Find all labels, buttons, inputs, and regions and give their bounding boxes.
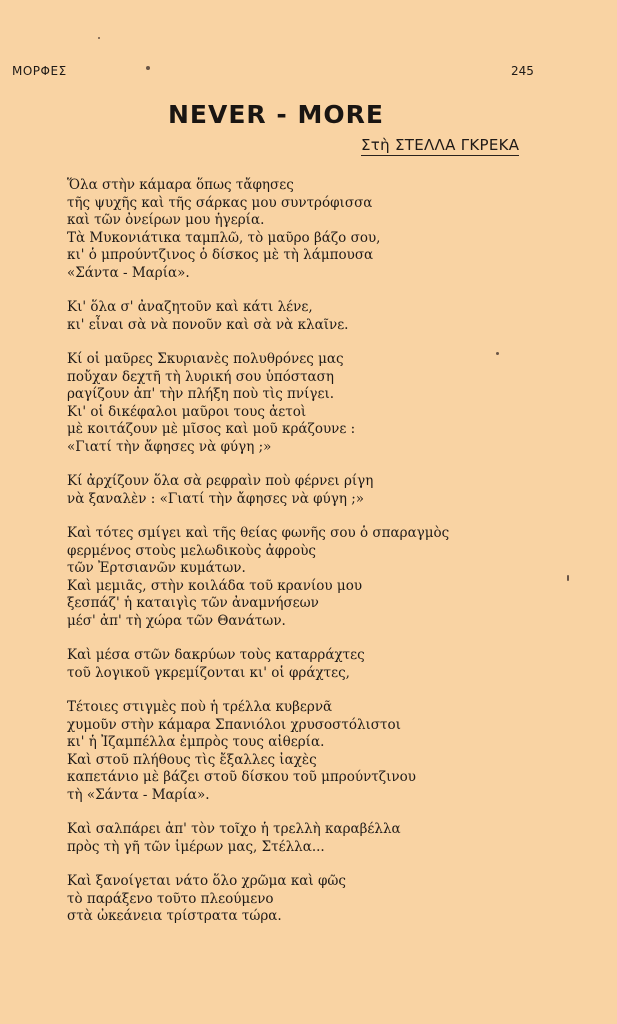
- poem-line: χυμοῦν στὴν κάμαρα Σπανιόλοι χρυσοστόλιστοι: [67, 716, 401, 733]
- paper-speck: [146, 66, 150, 70]
- poem-line: Τὰ Μυκονιάτικα ταμπλῶ, τὸ μαῦρο βάζο σου,: [67, 229, 381, 246]
- poem-line: Κι' ὅλα σ' ἀναζητοῦν καὶ κάτι λένε,: [67, 299, 313, 315]
- poem-line: τὸ παράξενο τοῦτο πλεούμενο: [67, 890, 274, 907]
- poem-line: Καὶ μέσα στῶν δακρύων τοὺς καταρράχτες: [67, 647, 365, 663]
- page-number: 245: [511, 64, 534, 78]
- poem-line: Καὶ σαλπάρει ἀπ' τὸν τοῖχο ἡ τρελλὴ καραβέλλα: [67, 821, 401, 837]
- stanza: [67, 525, 607, 630]
- poem-line: καπετάνιο μὲ βάζει στοῦ δίσκου τοῦ μπρούντζινου: [67, 769, 416, 785]
- stanza: [67, 821, 607, 856]
- poem-line: Καὶ μεμιᾶς, στὴν κοιλάδα τοῦ κρανίου μου: [67, 577, 363, 594]
- poem-line: κι' ἡ Ἰζαμπέλλα ἐμπρὸς τους αἰθερία.: [67, 734, 325, 750]
- poem-line: νὰ ξαναλὲν : «Γιατί τὴν ἄφησες νὰ φύγη ;»: [67, 490, 365, 507]
- stanza: [67, 473, 607, 508]
- poem-line: τοῦ λογικοῦ γκρεμίζονται κι' οἱ φράχτες,: [67, 664, 350, 681]
- journal-name: ΜΟΡΦΕΣ: [12, 64, 67, 78]
- poem-line: μὲ κοιτάζουν μὲ μῖσος καὶ μοῦ κράζουνε :: [67, 421, 356, 437]
- poem-line: φερμένος στοὺς μελωδικοὺς ἀφροὺς: [67, 542, 316, 559]
- poem-line: Καὶ στοῦ πλήθους τὶς ἔξαλλες ἰαχὲς: [67, 751, 317, 768]
- poem-body: [67, 177, 607, 943]
- stanza: [67, 699, 607, 804]
- paper-speck: [496, 352, 499, 355]
- poem-line: τὴ «Σάντα - Μαρία».: [67, 786, 210, 803]
- poem-line: «Γιατί τὴν ἄφησες νὰ φύγη ;»: [67, 438, 272, 455]
- poem-line: μέσ' ἀπ' τὴ χώρα τῶν Θανάτων.: [67, 612, 286, 629]
- stanza: [67, 177, 607, 282]
- poem-line: Καὶ ξανοίγεται νάτο ὅλο χρῶμα καὶ φῶς: [67, 873, 346, 889]
- poem-line: ραγίζουν ἀπ' τὴν πλήξη ποὺ τὶς πνίγει.: [67, 386, 335, 402]
- poem-line: ποὔχαν δεχτῆ τὴ λυρική σου ὑπόσταση: [67, 368, 334, 385]
- poem-line: κι' εἶναι σὰ νὰ πονοῦν καὶ σὰ νὰ κλαῖνε.: [67, 316, 349, 333]
- poem-line: στὰ ὠκεάνεια τρίστρατα τώρα.: [67, 908, 282, 924]
- poem-line: Ὅλα στὴν κάμαρα ὅπως τἄφησες: [67, 177, 294, 193]
- poem-line: Καὶ τότες σμίγει καὶ τῆς θείας φωνῆς σου ὁ σπαραγμὸς: [67, 525, 450, 541]
- stanza: [67, 351, 607, 456]
- poem-line: Τέτοιες στιγμὲς ποὺ ἡ τρέλλα κυβερνᾶ: [67, 699, 333, 715]
- stanza: [67, 873, 607, 926]
- poem-line: Κί ἀρχίζουν ὅλα σὰ ρεφραὶν ποὺ φέρνει ρίγη: [67, 473, 374, 489]
- paper-speck: [567, 575, 569, 581]
- stanza: [67, 299, 607, 334]
- poem-title: NEVER - MORE: [168, 100, 384, 129]
- poem-line: τῆς ψυχῆς καὶ τῆς σάρκας μου συντρόφισσα: [67, 194, 373, 211]
- poem-line: Κί οἱ μαῦρες Σκυριανὲς πολυθρόνες μας: [67, 351, 344, 367]
- poem-line: πρὸς τὴ γῆ τῶν ἱμέρων μας, Στέλλα...: [67, 838, 325, 855]
- poem-line: «Σάντα - Μαρία».: [67, 264, 190, 281]
- paper-speck: [98, 37, 100, 39]
- poem-line: τῶν Ἐρτσιανῶν κυμάτων.: [67, 560, 246, 576]
- poem-line: κι' ὁ μπρούντζινος ὁ δίσκος μὲ τὴ λάμπουσα: [67, 247, 374, 263]
- stanza: [67, 647, 607, 682]
- poem-line: Κι' οἱ δικέφαλοι μαῦροι τους ἀετοὶ: [67, 403, 307, 420]
- poem-line: ξεσπάζ' ἡ καταιγὶς τῶν ἀναμνήσεων: [67, 595, 319, 611]
- poem-line: καὶ τῶν ὀνείρων μου ἡγερία.: [67, 212, 265, 228]
- dedication: Στὴ ΣΤΕΛΛΑ ΓΚΡΕΚΑ: [361, 136, 520, 154]
